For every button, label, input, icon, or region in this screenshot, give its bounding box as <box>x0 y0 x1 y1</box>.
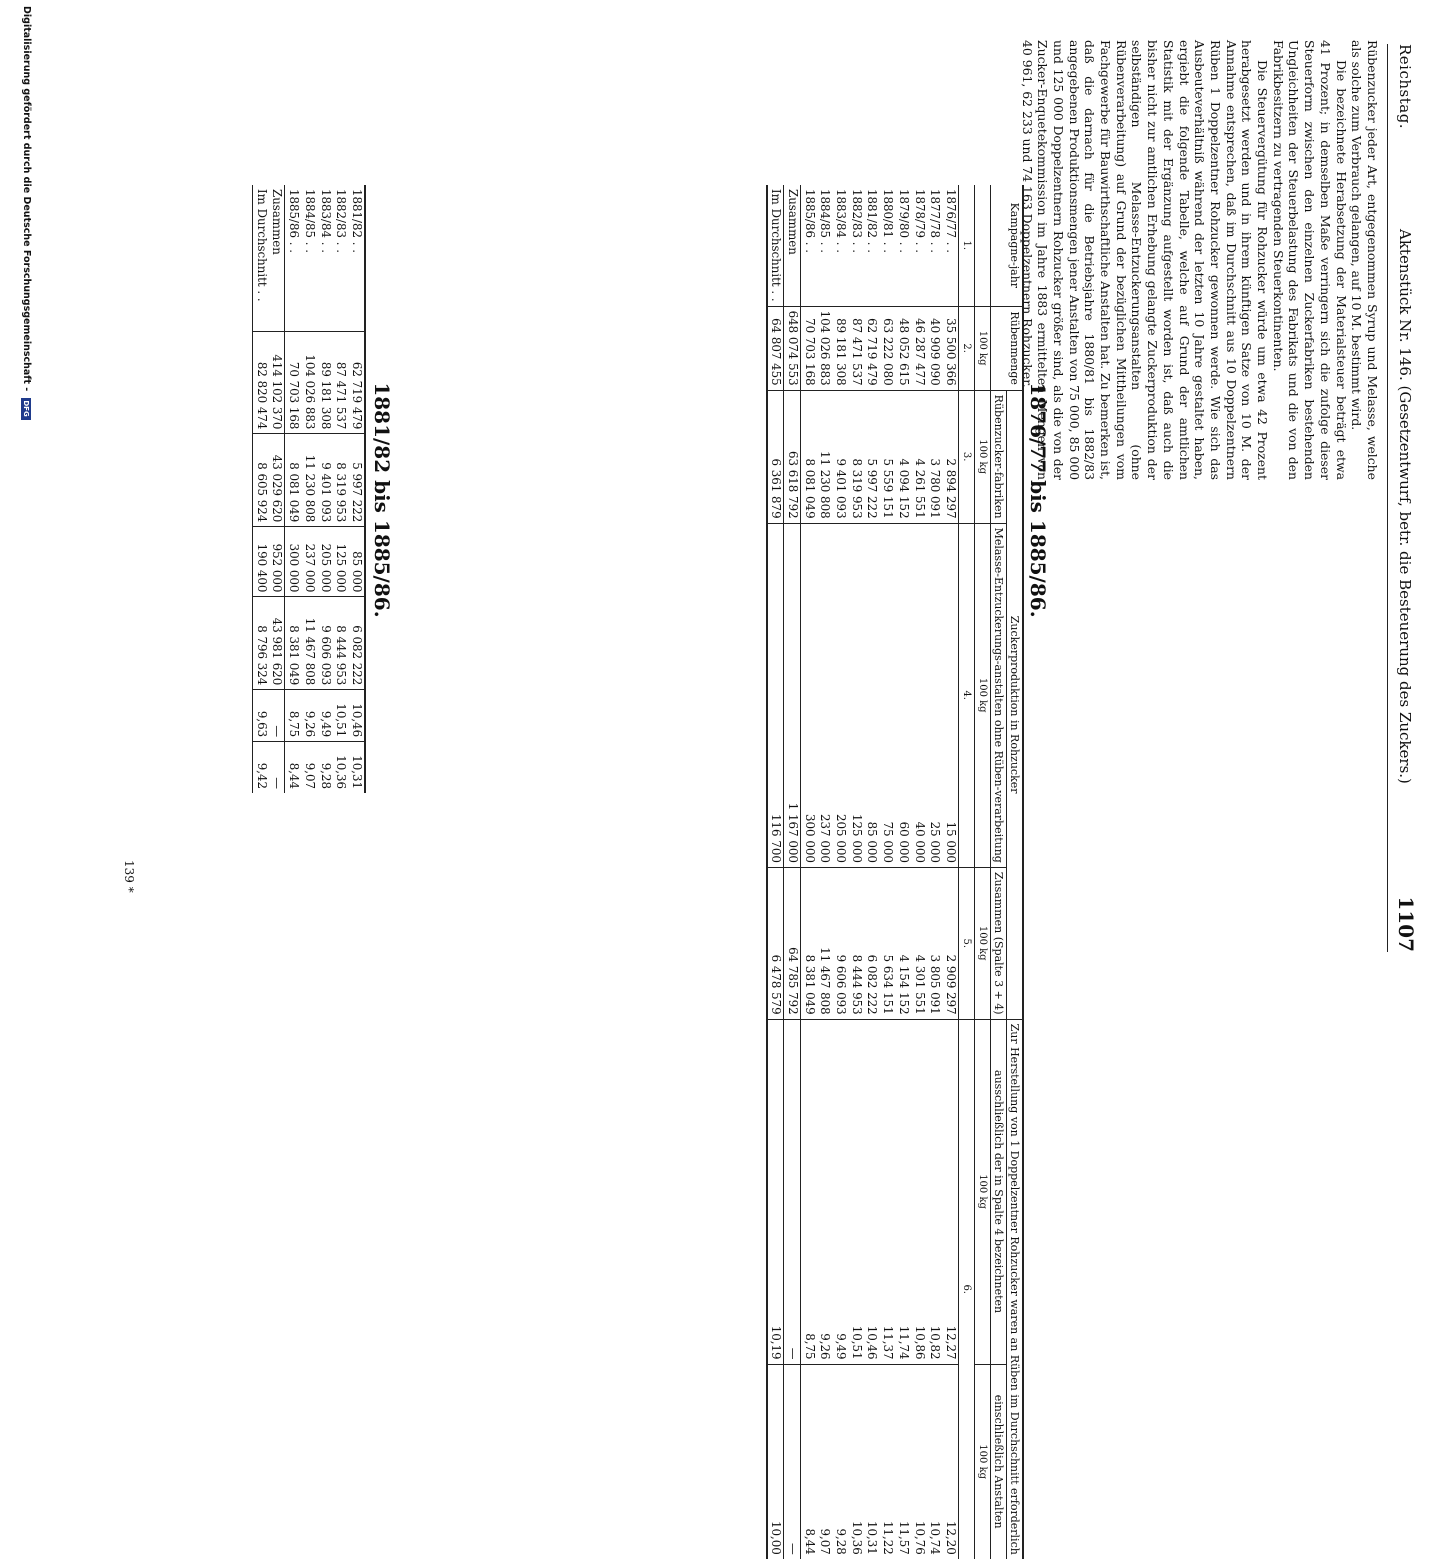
value-cell: 8,75 <box>800 1019 816 1364</box>
table2-body <box>285 185 365 793</box>
cell: — <box>269 690 285 742</box>
value-cell: 104 026 883 <box>817 306 833 390</box>
page-header <box>1388 44 1418 952</box>
cell: 10,19 <box>767 1019 784 1364</box>
value-cell: 9,28 <box>834 1528 849 1555</box>
year-cell: 1883/84 . . <box>832 185 848 306</box>
value-cell: 4 301 551 <box>911 867 927 1019</box>
value-cell: 5 559 151 <box>879 390 895 523</box>
cell: Zusammen <box>784 185 801 306</box>
table-row-average <box>767 185 784 1559</box>
value-cell: 70 703 168 <box>800 306 816 390</box>
header-rule <box>1387 44 1388 952</box>
table-row-sum <box>269 185 285 793</box>
value-cell: 89 181 308 <box>317 332 333 434</box>
col-header-excl: ausschließlich der in Spalte 4 bezeichneten <box>991 1019 1007 1364</box>
group-header-ratio: Zur Herstellung von 1 Doppelzentner Rohzucker waren an Rüben im Durchschnitt erforderlich <box>1007 1019 1024 1559</box>
value-cell: 25 000 <box>927 523 943 867</box>
value-cell: 8,44 <box>287 762 302 789</box>
value-cell: 11 230 808 <box>301 434 317 527</box>
value-cell: 85 000 <box>864 523 880 867</box>
value-cell: 205 000 <box>317 527 333 597</box>
year-cell: 1882/83 . . <box>333 185 349 332</box>
table-row <box>333 185 349 793</box>
cell: 414 102 370 <box>269 332 285 434</box>
value-cell: 8,75 <box>285 690 301 742</box>
year-cell: 1885/86 . . <box>800 185 816 306</box>
value-cell: 87 471 537 <box>333 332 349 434</box>
value-cell: 4 154 152 <box>895 867 911 1019</box>
value-cell: 3 805 091 <box>927 867 943 1019</box>
value-cell: 70 703 168 <box>285 332 301 434</box>
value-cell: 104 026 883 <box>301 332 317 434</box>
value-cell: 6 082 222 <box>348 597 365 690</box>
cell: 64 807 455 <box>767 306 784 390</box>
value-cell: 8 381 049 <box>800 867 816 1019</box>
value-cell: 5 997 222 <box>864 390 880 523</box>
value-cell: 300 000 <box>285 527 301 597</box>
production-table-1876-1886 <box>766 185 1024 1559</box>
col-number: 4. <box>959 523 975 867</box>
year-cell: 1882/83 . . <box>848 185 864 306</box>
value-cell: 10,82 <box>927 1019 943 1364</box>
value-cell: 63 222 080 <box>879 306 895 390</box>
value-cell: 40 909 090 <box>927 306 943 390</box>
cell: Zusammen <box>269 185 285 332</box>
value-cell: 125 000 <box>848 523 864 867</box>
page-number: 1107 <box>1394 896 1418 952</box>
value-cell: 60 000 <box>895 523 911 867</box>
cell: — <box>269 742 285 793</box>
value-cell: 8 444 953 <box>848 867 864 1019</box>
value-cell: 2 909 297 <box>942 867 958 1019</box>
value-cell: 9,26 <box>301 690 317 742</box>
col-header-factories: Rübenzucker-fabriken <box>991 390 1007 523</box>
digitization-text: Digitalisierung gefördert durch die Deutsche Forschungsgemeinschaft - <box>21 6 32 392</box>
cell: 1 167 000 <box>784 523 801 867</box>
value-cell: 9 401 093 <box>832 390 848 523</box>
value-cell: 8,44 <box>802 1528 817 1555</box>
table-row <box>864 185 880 1559</box>
value-cell: 10,46 <box>348 690 365 742</box>
cell: 8 605 924 <box>253 434 269 527</box>
value-cell: 237 000 <box>301 527 317 597</box>
table-row <box>911 185 927 1559</box>
value-cell: 9 606 093 <box>832 867 848 1019</box>
value-cell: 5 997 222 <box>348 434 365 527</box>
value-cell: 8 444 953 <box>333 597 349 690</box>
cell: 10,00 <box>767 1364 784 1559</box>
value-cell: 4 261 551 <box>911 390 927 523</box>
year-cell: 1881/82 . . <box>348 185 365 332</box>
value-cell: 9,07 <box>302 762 317 789</box>
cell: 43 981 620 <box>269 597 285 690</box>
value-cell: 11 467 808 <box>817 867 833 1019</box>
cell: — <box>784 1364 801 1559</box>
col-header-beets: Rübenmenge <box>991 306 1024 390</box>
value-cell: 205 000 <box>832 523 848 867</box>
value-cell: 10,51 <box>848 1019 864 1364</box>
cell: 648 074 553 <box>784 306 801 390</box>
value-cell: 75 000 <box>879 523 895 867</box>
cell: 64 785 792 <box>784 867 801 1019</box>
table-row <box>800 185 816 1559</box>
year-cell: 1883/84 . . <box>317 185 333 332</box>
value-cell: 9,26 <box>817 1019 833 1364</box>
year-cell: 1884/85 . . <box>301 185 317 332</box>
unit-cell: 100 kg <box>975 1364 991 1559</box>
cell: 43 029 620 <box>269 434 285 527</box>
value-cell: 11,22 <box>881 1521 896 1555</box>
value-cell: 9,49 <box>317 690 333 742</box>
value-cell: 12,20 <box>944 1521 958 1555</box>
value-cell: 62 719 479 <box>348 332 365 434</box>
unit-cell <box>975 185 991 306</box>
value-cell: 10,51 <box>333 690 349 742</box>
value-cell: 46 287 477 <box>911 306 927 390</box>
table-row <box>301 185 317 793</box>
cell: 8 796 324 <box>253 597 269 690</box>
col-number: 2. <box>959 306 975 390</box>
value-cell: 8 319 953 <box>848 390 864 523</box>
cell: 116 700 <box>767 523 784 867</box>
table1-body <box>800 185 958 1559</box>
value-cell: 10,31 <box>865 1521 880 1555</box>
year-cell: 1884/85 . . <box>817 185 833 306</box>
value-cell: 62 719 479 <box>864 306 880 390</box>
value-cell: 8 381 049 <box>285 597 301 690</box>
cell: 952 000 <box>269 527 285 597</box>
col-header-molasses: Melasse-Entzuckerungs-anstalten ohne Rüben-verarbeitung <box>991 523 1007 867</box>
paragraph: Die bezeichnete Herabsetzung der Materialsteuer beträgt etwa 41 Prozent; in demselben Maße verringern sich die zufolge dieser Steuerform zwischen den einzelnen Zuckerfabriken bestehenden Ungleichheiten der Steuerbelastung des Fabrikats und die von den Fabrikbesitzern zu vertragenden Steuerkontinenten. <box>1270 40 1349 480</box>
cell: 9,63 <box>253 690 269 742</box>
cell: Im Durchschnitt . . <box>253 185 269 332</box>
table-row <box>817 185 833 1559</box>
col-header-incl: einschließlich Anstalten <box>991 1364 1007 1559</box>
value-cell: 9,07 <box>818 1528 833 1555</box>
dfg-logo-icon: DFG <box>22 398 32 420</box>
value-cell: 12,27 <box>942 1019 958 1364</box>
unit-cell: 100 kg <box>975 306 991 390</box>
year-cell: 1877/78 . . <box>927 185 943 306</box>
value-cell: 10,36 <box>849 1521 864 1555</box>
paragraph: Rübenzucker jeder Art, entgegenommen Syrup und Melasse, welche als solche zum Verbrauch gelangen, auf 10 M. bestimmt wird. <box>1349 40 1380 480</box>
year-cell: 1878/79 . . <box>911 185 927 306</box>
table2-title: 1881/82 bis 1885/86. <box>370 382 394 618</box>
col-number: 1. <box>959 185 975 306</box>
body-text <box>1019 40 1380 480</box>
value-cell: 10,86 <box>911 1019 927 1364</box>
value-cell: 10,36 <box>334 755 349 789</box>
value-cell: 11,37 <box>879 1019 895 1364</box>
col-number: 6. <box>959 1019 975 1559</box>
value-cell: 10,31 <box>350 755 364 789</box>
year-cell: 1885/86 . . <box>285 185 301 332</box>
value-cell: 10,46 <box>864 1019 880 1364</box>
table-row <box>879 185 895 1559</box>
value-cell: 48 052 615 <box>895 306 911 390</box>
table-row <box>832 185 848 1559</box>
unit-cell: 100 kg <box>975 867 991 1019</box>
value-cell: 10,76 <box>912 1521 927 1555</box>
value-cell: 11 467 808 <box>301 597 317 690</box>
value-cell: 5 634 151 <box>879 867 895 1019</box>
year-cell: 1876/77 . . <box>942 185 958 306</box>
value-cell: 8 081 049 <box>800 390 816 523</box>
header-middle: Aktenstück Nr. 146. (Gesetzentwurf, betr. die Besteuerung des Zuckers.) <box>1396 229 1414 784</box>
unit-cell: 100 kg <box>975 523 991 867</box>
value-cell: 300 000 <box>800 523 816 867</box>
digitization-note <box>21 6 32 420</box>
production-table-1881-1886 <box>252 185 366 793</box>
year-cell: 1879/80 . . <box>895 185 911 306</box>
col-header-total: Zusammen (Spalte 3 + 4) <box>991 867 1007 1019</box>
value-cell: 11,74 <box>895 1019 911 1364</box>
cell: 190 400 <box>253 527 269 597</box>
cell: 6 478 579 <box>767 867 784 1019</box>
value-cell: 11 230 808 <box>817 390 833 523</box>
value-cell: 10,74 <box>928 1521 943 1555</box>
page-mark: 139 * <box>122 860 136 893</box>
paragraph: Die Steuervergütung für Rohzucker würde um etwa 42 Prozent herabgesetzt werden und in ihrem künftigen Satze von 10 M. der Annahme entsprechen, daß im Durchschnitt aus 10 Doppelzentnern Rüben 1 Doppelzentner Rohzucker gewonnen werde. Wie sich das Ausbeuteverhältniß während der letzten 10 Jahre gestaltet haben, ergiebt die folgende Tabelle, welche auf Grund der amtlichen Statistik mit der Ergänzung aufgestellt worden ist, daß auch die bisher nicht zur amtlichen Erhebung gelangte Zuckerproduktion der selbständigen Melasse-Entzuckerungsanstalten (ohne Rübenverarbeitung) auf Grund der bezüglichen Mittheilungen vom Fachgewerbe für Bauwirthschaftliche Anstalten hat. Zu bemerken ist, daß die darnach für die Betriebsjahre 1880/81 bis 1882/83 angegebenen Produktionsmengen jener Anstalten von 75 000, 85 000 und 125 000 Doppelzentnern Rohzucker größer sind, als die von der Zucker-Enquetekommission im Jahre 1883 ermittelten Mengen von 40 961, 62 233 und 74 163 Doppelzentnern Rohzucker. <box>1019 40 1271 480</box>
value-cell: 15 000 <box>942 523 958 867</box>
table-row <box>942 185 958 1559</box>
value-cell: 125 000 <box>333 527 349 597</box>
value-cell: 6 082 222 <box>864 867 880 1019</box>
table-row <box>895 185 911 1559</box>
header-left: Reichstag. <box>1396 44 1414 130</box>
value-cell: 9,28 <box>318 762 333 789</box>
value-cell: 9 606 093 <box>317 597 333 690</box>
cell: 63 618 792 <box>784 390 801 523</box>
value-cell: 9 401 093 <box>317 434 333 527</box>
col-number: 5. <box>959 867 975 1019</box>
cell: 6 361 879 <box>767 390 784 523</box>
cell: 9,42 <box>254 762 269 789</box>
value-cell: 8 081 049 <box>285 434 301 527</box>
table-row <box>927 185 943 1559</box>
table-row-average <box>253 185 269 793</box>
year-cell: 1881/82 . . <box>864 185 880 306</box>
table-row <box>348 185 365 793</box>
group-header-production: Zuckerproduktion in Rohzucker <box>1007 390 1024 1019</box>
cell: 82 820 474 <box>253 332 269 434</box>
unit-cell: 100 kg <box>975 1019 991 1364</box>
value-cell: 89 181 308 <box>832 306 848 390</box>
value-cell: 35 500 366 <box>942 306 958 390</box>
col-number: 3. <box>959 390 975 523</box>
unit-cell: 100 kg <box>975 390 991 523</box>
table-row <box>317 185 333 793</box>
table-row <box>285 185 301 793</box>
col-header-year: Kampagne-jahr <box>991 185 1024 306</box>
value-cell: 9,49 <box>832 1019 848 1364</box>
value-cell: 11,57 <box>896 1521 911 1555</box>
cell: Im Durchschnitt . . <box>767 185 784 306</box>
table-row <box>848 185 864 1559</box>
value-cell: 87 471 537 <box>848 306 864 390</box>
value-cell: 85 000 <box>348 527 365 597</box>
cell: — <box>784 1019 801 1364</box>
year-cell: 1880/81 . . <box>879 185 895 306</box>
value-cell: 40 000 <box>911 523 927 867</box>
value-cell: 8 319 953 <box>333 434 349 527</box>
value-cell: 237 000 <box>817 523 833 867</box>
value-cell: 3 780 091 <box>927 390 943 523</box>
table-row-sum <box>784 185 801 1559</box>
value-cell: 4 094 152 <box>895 390 911 523</box>
value-cell: 2 894 297 <box>942 390 958 523</box>
table1-title: 1876/77 bis 1885/86. <box>1026 382 1050 618</box>
